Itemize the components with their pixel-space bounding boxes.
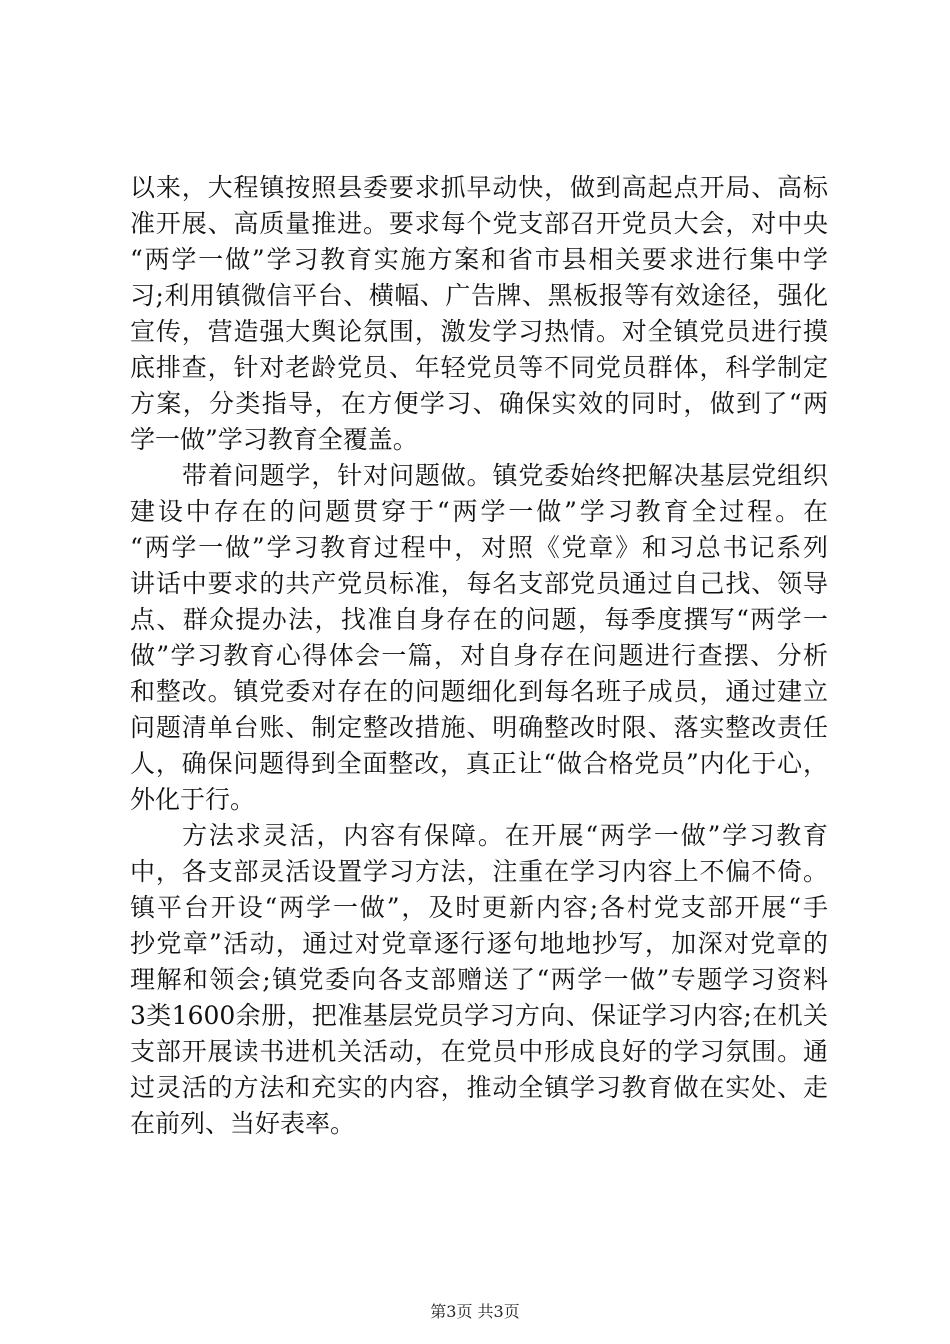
text-line: 支部开展读书进机关活动，在党员中形成良好的学习氛围。通: [130, 1037, 828, 1066]
text-line: 宣传，营造强大舆论氛围，激发学习热情。对全镇党员进行摸: [130, 317, 828, 346]
paragraph-3: [130, 818, 828, 1142]
text-line: 问题清单台账、制定整改措施、明确整改时限、落实整改责任: [130, 713, 828, 742]
text-line: 以来，大程镇按照县委要求抓早动快，做到高起点开局、高标: [130, 173, 828, 202]
text-line: 镇平台开设“两学一做”，及时更新内容;各村党支部开展“手: [130, 893, 828, 922]
text-line: 带着问题学，针对问题做。镇党委始终把解决基层党组织: [182, 461, 828, 490]
text-line: 建设中存在的问题贯穿于“两学一做”学习教育全过程。在: [130, 497, 828, 526]
text-line: 方法求灵活，内容有保障。在开展“两学一做”学习教育: [182, 821, 828, 850]
text-line: 过灵活的方法和充实的内容，推动全镇学习教育做在实处、走: [130, 1073, 828, 1102]
text-line: 方案，分类指导，在方便学习、确保实效的同时，做到了“两: [130, 389, 828, 418]
text-line: 理解和领会;镇党委向各支部赠送了“两学一做”专题学习资料: [130, 965, 828, 994]
paragraph-2: [130, 458, 828, 818]
text-line: 底排查，针对老龄党员、年轻党员等不同党员群体，科学制定: [130, 353, 828, 382]
text-line: 抄党章”活动，通过对党章逐行逐句地地抄写，加深对党章的: [130, 929, 828, 958]
text-line: 人，确保问题得到全面整改，真正让“做合格党员”内化于心，: [130, 749, 828, 778]
paragraph-1: [130, 170, 828, 458]
text-line: 3类1600余册，把准基层党员学习方向、保证学习内容;在机关: [130, 1001, 828, 1030]
text-line: 中，各支部灵活设置学习方法，注重在学习内容上不偏不倚。: [130, 857, 828, 886]
text-line: “两学一做”学习教育过程中，对照《党章》和习总书记系列: [130, 533, 828, 562]
text-line: 做”学习教育心得体会一篇，对自身存在问题进行查摆、分析: [130, 641, 828, 670]
document-body: [130, 170, 828, 1142]
page-number-footer: 第3页 共3页: [430, 1302, 520, 1321]
text-line: 在前列、当好表率。: [130, 1109, 356, 1138]
text-line: 外化于行。: [130, 785, 256, 814]
text-line: 学一做”学习教育全覆盖。: [130, 425, 418, 454]
text-line: 习;利用镇微信平台、横幅、广告牌、黑板报等有效途径，强化: [130, 281, 828, 310]
text-line: 和整改。镇党委对存在的问题细化到每名班子成员，通过建立: [130, 677, 828, 706]
text-line: 准开展、高质量推进。要求每个党支部召开党员大会，对中央: [130, 209, 828, 238]
text-line: “两学一做”学习教育实施方案和省市县相关要求进行集中学: [130, 245, 828, 274]
text-line: 讲话中要求的共产党员标准，每名支部党员通过自己找、领导: [130, 569, 828, 598]
text-line: 点、群众提办法，找准自身存在的问题，每季度撰写“两学一: [130, 605, 828, 634]
